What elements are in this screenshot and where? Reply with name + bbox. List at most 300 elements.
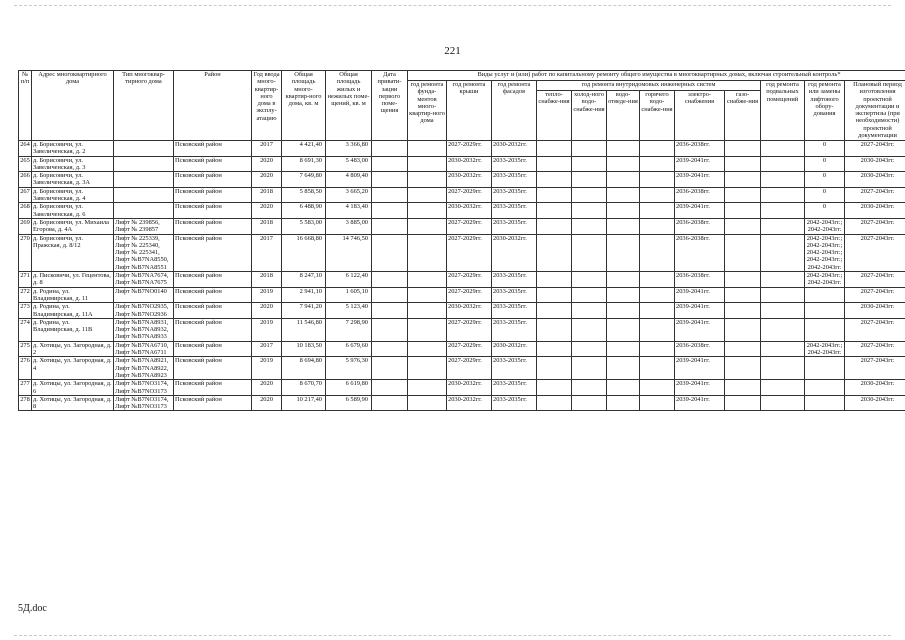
cell-living-area: 1 605,10 xyxy=(326,287,372,303)
cell-basements xyxy=(761,218,805,234)
cell-living-area: 5 976,30 xyxy=(326,357,372,380)
cell-electric: 2039-2041гг. xyxy=(675,380,725,396)
header-foundation: год ремонта фунда-ментов много-квартир-ного дома xyxy=(408,81,447,141)
cell-district: Псковский район xyxy=(174,395,252,411)
capital-repair-table xyxy=(18,70,905,411)
cell-hot-water xyxy=(640,395,675,411)
cell-living-area: 5 123,40 xyxy=(326,303,372,319)
cell-privatization xyxy=(372,380,408,396)
cell-roof: 2030-2032гг. xyxy=(447,380,492,396)
table-row xyxy=(19,187,905,203)
cell-cold-water xyxy=(572,380,607,396)
cell-district: Псковский район xyxy=(174,218,252,234)
cell-living-area: 3 665,20 xyxy=(326,187,372,203)
cell-total-area: 7 649,80 xyxy=(282,172,326,188)
table-row xyxy=(19,203,905,219)
cell-roof: 2027-2029гг. xyxy=(447,287,492,303)
cell-sewer xyxy=(607,272,640,288)
cell-sewer xyxy=(607,172,640,188)
cell-planned: 2030-2043гг. xyxy=(845,380,905,396)
cell-year: 2020 xyxy=(252,203,282,219)
cell-facade: 2033-2035гг. xyxy=(492,187,537,203)
cell-facade: 2033-2035гг. xyxy=(492,395,537,411)
cell-electric: 2036-2038гг. xyxy=(675,141,725,157)
cell-district: Псковский район xyxy=(174,141,252,157)
cell-cold-water xyxy=(572,203,607,219)
footer-filename: 5Д.doc xyxy=(18,603,47,614)
cell-facade: 2030-2032гг. xyxy=(492,341,537,357)
cell-no: 268 xyxy=(19,203,32,219)
cell-basements xyxy=(761,357,805,380)
cell-no: 274 xyxy=(19,318,32,341)
cell-district: Псковский район xyxy=(174,272,252,288)
cell-house-type: Лифт №В7NO2935, Лифт №В7NO2936 xyxy=(114,303,174,319)
cell-elevator xyxy=(805,318,845,341)
cell-no: 275 xyxy=(19,341,32,357)
cell-heat xyxy=(537,272,572,288)
cell-privatization xyxy=(372,187,408,203)
cell-privatization xyxy=(372,218,408,234)
cell-heat xyxy=(537,395,572,411)
cell-basements xyxy=(761,203,805,219)
cell-heat xyxy=(537,341,572,357)
cell-elevator xyxy=(805,395,845,411)
cell-foundation xyxy=(408,287,447,303)
cell-elevator xyxy=(805,303,845,319)
cell-facade: 2033-2035гг. xyxy=(492,218,537,234)
cell-heat xyxy=(537,141,572,157)
cell-privatization xyxy=(372,357,408,380)
cell-house-type xyxy=(114,187,174,203)
cell-privatization xyxy=(372,272,408,288)
cell-address: д. Хотицы, ул. Загородная, д. 6 xyxy=(33,380,112,395)
cell-electric: 2039-2041гг. xyxy=(675,318,725,341)
cell-cold-water xyxy=(572,234,607,271)
cell-hot-water xyxy=(640,303,675,319)
cell-basements xyxy=(761,303,805,319)
cell-sewer xyxy=(607,187,640,203)
cell-facade: 2033-2035гг. xyxy=(492,272,537,288)
cell-facade: 2030-2032гг. xyxy=(492,141,537,157)
header-year: Год ввода много-квартир-ного дома в эксплу-атацию xyxy=(252,71,282,141)
cell-district: Псковский район xyxy=(174,287,252,303)
cell-living-area: 6 679,60 xyxy=(326,341,372,357)
cell-hot-water xyxy=(640,203,675,219)
cell-sewer xyxy=(607,218,640,234)
cell-hot-water xyxy=(640,187,675,203)
table-row xyxy=(19,287,905,303)
cell-sewer xyxy=(607,357,640,380)
cell-house-type xyxy=(114,156,174,172)
cell-gas xyxy=(725,380,761,396)
cell-basements xyxy=(761,234,805,271)
cell-elevator: 0 xyxy=(805,203,845,219)
cell-no: 265 xyxy=(19,156,32,172)
cell-no: 273 xyxy=(19,303,32,319)
cell-no: 276 xyxy=(19,357,32,380)
cell-gas xyxy=(725,187,761,203)
cell-district: Псковский район xyxy=(174,341,252,357)
cell-foundation xyxy=(408,141,447,157)
cell-cold-water xyxy=(572,395,607,411)
cell-year: 2019 xyxy=(252,357,282,380)
cell-facade: 2033-2035гг. xyxy=(492,156,537,172)
header-facade: год ремонта фасадов xyxy=(492,81,537,141)
cell-cold-water xyxy=(572,341,607,357)
cell-address: д. Писковичи, ул. Гецентова, д. 8 xyxy=(32,272,114,288)
cell-roof: 2027-2029гг. xyxy=(447,141,492,157)
cell-house-type: Лифт № 239856, Лифт № 239857 xyxy=(114,218,174,234)
cell-foundation xyxy=(408,172,447,188)
header-heat: тепло-снабже-ния xyxy=(537,91,572,141)
cell-roof: 2027-2029гг. xyxy=(447,187,492,203)
cell-address: д. Борисовичи, ул. Завеличенская, д. 4 xyxy=(32,187,114,203)
cell-electric: 2036-2038гг. xyxy=(675,272,725,288)
cell-sewer xyxy=(607,203,640,219)
cell-year: 2020 xyxy=(252,172,282,188)
cell-sewer xyxy=(607,395,640,411)
table-row xyxy=(19,380,905,396)
cell-total-area: 10 183,50 xyxy=(282,341,326,357)
header-elevator: год ремонта или замены лифтового обору-дования xyxy=(805,81,845,141)
cell-year: 2020 xyxy=(252,156,282,172)
cell-no: 277 xyxy=(19,380,32,396)
cell-electric: 2039-2041гг. xyxy=(675,357,725,380)
cell-address: д. Родина, ул. Владимирская, д. 11 xyxy=(32,287,114,303)
cell-heat xyxy=(537,303,572,319)
cell-hot-water xyxy=(640,357,675,380)
cell-year: 2020 xyxy=(252,395,282,411)
header-sewer: водо-отведе-ния xyxy=(607,91,640,141)
cell-living-area: 3 366,80 xyxy=(326,141,372,157)
header-hot-water: горячего водо-снабже-ния xyxy=(640,91,675,141)
cell-hot-water xyxy=(640,218,675,234)
cell-house-type: Лифт №В7NO0140 xyxy=(114,287,174,303)
cell-address: д. Хотицы, ул. Загородная, д. 2 xyxy=(33,341,112,357)
cell-privatization xyxy=(372,318,408,341)
cell-gas xyxy=(725,141,761,157)
cell-gas xyxy=(725,287,761,303)
cell-roof: 2027-2029гг. xyxy=(447,341,492,357)
cell-planned: 2030-2043гг. xyxy=(845,303,905,319)
cell-total-area: 8 691,30 xyxy=(282,156,326,172)
cell-total-area: 16 668,80 xyxy=(282,234,326,271)
cell-elevator xyxy=(805,380,845,396)
header-no: № п/п xyxy=(19,71,32,141)
cell-basements xyxy=(761,141,805,157)
header-roof: год ремонта крыши xyxy=(447,81,492,141)
cell-electric: 2039-2041гг. xyxy=(675,172,725,188)
cell-elevator: 0 xyxy=(805,172,845,188)
cell-living-area: 6 619,80 xyxy=(326,380,372,396)
cell-year: 2017 xyxy=(252,141,282,157)
header-electric: электро-снабжения xyxy=(675,91,725,141)
cell-planned: 2027-2043гг. xyxy=(845,272,905,288)
cell-basements xyxy=(761,187,805,203)
cell-heat xyxy=(537,203,572,219)
cell-foundation xyxy=(408,395,447,411)
header-total-area: Общая площадь много-квартир-ного дома, кв. м xyxy=(282,71,326,141)
cell-elevator: 0 xyxy=(805,187,845,203)
cell-address: д. Родина, ул. Владимирская, д. 11В xyxy=(32,318,114,341)
cell-foundation xyxy=(408,272,447,288)
cell-roof: 2030-2032гг. xyxy=(447,203,492,219)
header-house-type: Тип многоквар-тирного дома xyxy=(114,71,174,141)
cell-house-type xyxy=(114,172,174,188)
cell-cold-water xyxy=(572,272,607,288)
header-systems-group: год ремонта внутридомовых инженерных систем xyxy=(537,81,761,91)
cell-basements xyxy=(761,287,805,303)
table-row xyxy=(19,141,905,157)
bottom-edge-line xyxy=(14,635,891,636)
cell-cold-water xyxy=(572,156,607,172)
cell-heat xyxy=(537,380,572,396)
cell-roof: 2030-2032гг. xyxy=(447,172,492,188)
cell-electric: 2036-2038гг. xyxy=(675,234,725,271)
cell-planned: 2027-2043гг. xyxy=(845,141,905,157)
cell-elevator: 2042-2043гг.; 2042-2043гг. xyxy=(805,272,845,288)
cell-living-area: 3 885,00 xyxy=(326,218,372,234)
cell-house-type xyxy=(114,203,174,219)
cell-year: 2018 xyxy=(252,218,282,234)
cell-electric: 2039-2041гг. xyxy=(675,287,725,303)
cell-no: 272 xyxy=(19,287,32,303)
cell-gas xyxy=(725,156,761,172)
cell-no: 270 xyxy=(19,234,32,271)
cell-total-area: 11 546,80 xyxy=(282,318,326,341)
cell-electric: 2036-2038гг. xyxy=(675,187,725,203)
table-row xyxy=(19,318,905,341)
cell-address: д. Борисовичи, ул. Завеличенская, д. 6 xyxy=(32,203,114,219)
cell-foundation xyxy=(408,234,447,271)
cell-gas xyxy=(725,203,761,219)
cell-cold-water xyxy=(572,218,607,234)
cell-elevator: 2042-2043гг.; 2042-2043гг. xyxy=(805,341,845,357)
cell-cold-water xyxy=(572,187,607,203)
cell-living-area: 4 183,40 xyxy=(326,203,372,219)
cell-basements xyxy=(761,380,805,396)
cell-hot-water xyxy=(640,172,675,188)
cell-address: д. Хотицы, ул. Загородная, д. 4 xyxy=(32,357,114,380)
cell-no: 269 xyxy=(19,218,32,234)
cell-address: д. Борисовичи, ул. Пражская, д. 8/12 xyxy=(32,234,114,271)
cell-privatization xyxy=(372,341,408,357)
cell-no: 271 xyxy=(19,272,32,288)
cell-living-area: 4 809,40 xyxy=(326,172,372,188)
cell-heat xyxy=(537,172,572,188)
cell-planned: 2030-2043гг. xyxy=(845,156,905,172)
cell-total-area: 2 941,10 xyxy=(282,287,326,303)
cell-living-area: 7 298,90 xyxy=(326,318,372,341)
table-row xyxy=(19,218,905,234)
cell-elevator: 0 xyxy=(805,141,845,157)
cell-foundation xyxy=(408,187,447,203)
cell-sewer xyxy=(607,156,640,172)
cell-total-area: 8 694,80 xyxy=(282,357,326,380)
cell-gas xyxy=(725,172,761,188)
header-works-group: Виды услуг и (или) работ по капитальному ремонту общего имущества в многоквартирных домах, включая строительный контроль* xyxy=(408,71,905,81)
cell-gas xyxy=(725,341,761,357)
cell-cold-water xyxy=(572,141,607,157)
cell-basements xyxy=(761,156,805,172)
cell-district: Псковский район xyxy=(174,203,252,219)
cell-privatization xyxy=(372,395,408,411)
cell-sewer xyxy=(607,141,640,157)
cell-address: д. Борисовичи, ул. Завеличенская, д. 2 xyxy=(32,141,114,157)
cell-house-type: Лифт №В7NA6710, Лифт №В7NA6711 xyxy=(114,341,174,357)
cell-hot-water xyxy=(640,341,675,357)
cell-house-type: Лифт №В7NA8921, Лифт №В7NA8922, Лифт №В7NA8923 xyxy=(114,357,174,380)
cell-year: 2020 xyxy=(252,303,282,319)
cell-no: 266 xyxy=(19,172,32,188)
cell-year: 2017 xyxy=(252,341,282,357)
cell-foundation xyxy=(408,156,447,172)
cell-privatization xyxy=(372,234,408,271)
cell-hot-water xyxy=(640,287,675,303)
header-address: Адрес многоквартирного дома xyxy=(32,71,114,141)
cell-gas xyxy=(725,303,761,319)
cell-total-area: 8 247,10 xyxy=(282,272,326,288)
cell-year: 2019 xyxy=(252,318,282,341)
cell-electric: 2036-2038гг. xyxy=(675,341,725,357)
cell-total-area: 10 217,40 xyxy=(282,395,326,411)
cell-hot-water xyxy=(640,156,675,172)
cell-district: Псковский район xyxy=(174,318,252,341)
cell-living-area: 14 746,50 xyxy=(326,234,372,271)
cell-gas xyxy=(725,357,761,380)
cell-elevator: 0 xyxy=(805,156,845,172)
cell-heat xyxy=(537,357,572,380)
cell-planned: 2030-2043гг. xyxy=(845,395,905,411)
cell-year: 2018 xyxy=(252,187,282,203)
cell-living-area: 6 589,90 xyxy=(326,395,372,411)
cell-district: Псковский район xyxy=(174,380,252,396)
cell-year: 2018 xyxy=(252,272,282,288)
cell-district: Псковский район xyxy=(174,172,252,188)
cell-foundation xyxy=(408,203,447,219)
cell-elevator xyxy=(805,287,845,303)
cell-basements xyxy=(761,341,805,357)
cell-roof: 2027-2029гг. xyxy=(447,272,492,288)
cell-gas xyxy=(725,395,761,411)
cell-cold-water xyxy=(572,357,607,380)
cell-roof: 2027-2029гг. xyxy=(447,234,492,271)
table-row xyxy=(19,303,905,319)
cell-heat xyxy=(537,234,572,271)
cell-hot-water xyxy=(640,380,675,396)
cell-address: д. Борисовичи, ул. Завеличенская, д. 3А xyxy=(32,172,114,188)
cell-total-area: 5 858,50 xyxy=(282,187,326,203)
cell-sewer xyxy=(607,234,640,271)
cell-planned: 2030-2043гг. xyxy=(845,203,905,219)
cell-year: 2017 xyxy=(252,234,282,271)
cell-no: 278 xyxy=(19,395,32,411)
cell-district: Псковский район xyxy=(174,156,252,172)
cell-house-type: Лифт № 225339, Лифт № 225340, Лифт № 225341, Лифт №В7NA8550, Лифт №В7NA8551 xyxy=(114,234,174,271)
cell-foundation xyxy=(408,380,447,396)
cell-electric: 2039-2041гг. xyxy=(675,395,725,411)
cell-district: Псковский район xyxy=(174,187,252,203)
cell-facade: 2033-2035гг. xyxy=(492,203,537,219)
cell-house-type: Лифт №В7NA7674, Лифт №В7NA7675 xyxy=(114,272,174,288)
cell-roof: 2027-2029гг. xyxy=(447,318,492,341)
header-privatization: Дата привати-зации первого поме-щения xyxy=(372,71,408,141)
header-district: Район xyxy=(174,71,252,141)
cell-total-area: 8 670,70 xyxy=(282,380,326,396)
cell-planned: 2027-2043гг. xyxy=(845,287,905,303)
top-edge-line xyxy=(14,5,891,6)
cell-living-area: 5 483,00 xyxy=(326,156,372,172)
cell-planned: 2027-2043гг. xyxy=(845,234,905,271)
cell-cold-water xyxy=(572,287,607,303)
cell-facade: 2033-2035гг. xyxy=(492,287,537,303)
cell-address: д. Борисовичи, ул. Михаила Егорова, д. 4А xyxy=(32,218,114,234)
header-planned: Плановый период изготовления проектной документации и экспертизы (при необходимости) проектной документации xyxy=(845,81,905,141)
table-body xyxy=(19,141,905,411)
cell-no: 267 xyxy=(19,187,32,203)
cell-facade: 2030-2032гг. xyxy=(492,234,537,271)
cell-facade: 2033-2035гг. xyxy=(492,172,537,188)
cell-foundation xyxy=(408,303,447,319)
cell-year: 2020 xyxy=(252,380,282,396)
cell-hot-water xyxy=(640,272,675,288)
cell-planned: 2027-2043гг. xyxy=(845,341,905,357)
cell-foundation xyxy=(408,341,447,357)
cell-roof: 2030-2032гг. xyxy=(447,156,492,172)
cell-facade: 2033-2035гг. xyxy=(492,318,537,341)
cell-roof: 2027-2029гг. xyxy=(447,357,492,380)
cell-elevator: 2042-2043гг.; 2042-2043гг. xyxy=(805,218,845,234)
table-row xyxy=(19,156,905,172)
table-row xyxy=(19,234,905,271)
cell-electric: 2039-2041гг. xyxy=(675,203,725,219)
cell-foundation xyxy=(408,218,447,234)
header-cold-water: холод-ного водо-снабже-ния xyxy=(572,91,607,141)
cell-privatization xyxy=(372,172,408,188)
cell-gas xyxy=(725,234,761,271)
cell-address: д. Борисовичи, ул. Завеличенская, д. 3 xyxy=(32,156,114,172)
cell-total-area: 4 421,40 xyxy=(282,141,326,157)
cell-basements xyxy=(761,172,805,188)
cell-heat xyxy=(537,218,572,234)
cell-total-area: 5 583,00 xyxy=(282,218,326,234)
cell-hot-water xyxy=(640,318,675,341)
cell-gas xyxy=(725,218,761,234)
cell-privatization xyxy=(372,303,408,319)
header-basements: год ремонта подвальных помещений xyxy=(761,81,805,141)
cell-year: 2019 xyxy=(252,287,282,303)
header-living-area: Общая площадь жилых и нежилых поме-щений, кв. м xyxy=(326,71,372,141)
cell-cold-water xyxy=(572,303,607,319)
cell-electric: 2036-2038гг. xyxy=(675,218,725,234)
cell-heat xyxy=(537,187,572,203)
cell-address: д. Хотицы, ул. Загородная, д. 8 xyxy=(33,395,112,411)
cell-privatization xyxy=(372,203,408,219)
header-gas: газо-снабже-ния xyxy=(725,91,761,141)
cell-facade: 2033-2035гг. xyxy=(492,357,537,380)
cell-privatization xyxy=(372,141,408,157)
cell-cold-water xyxy=(572,172,607,188)
cell-basements xyxy=(761,272,805,288)
cell-gas xyxy=(725,272,761,288)
cell-district: Псковский район xyxy=(174,303,252,319)
cell-heat xyxy=(537,318,572,341)
cell-sewer xyxy=(607,318,640,341)
cell-foundation xyxy=(408,357,447,380)
cell-privatization xyxy=(372,287,408,303)
cell-roof: 2030-2032гг. xyxy=(447,395,492,411)
cell-address: д. Родина, ул. Владимирская, д. 11А xyxy=(32,303,114,319)
